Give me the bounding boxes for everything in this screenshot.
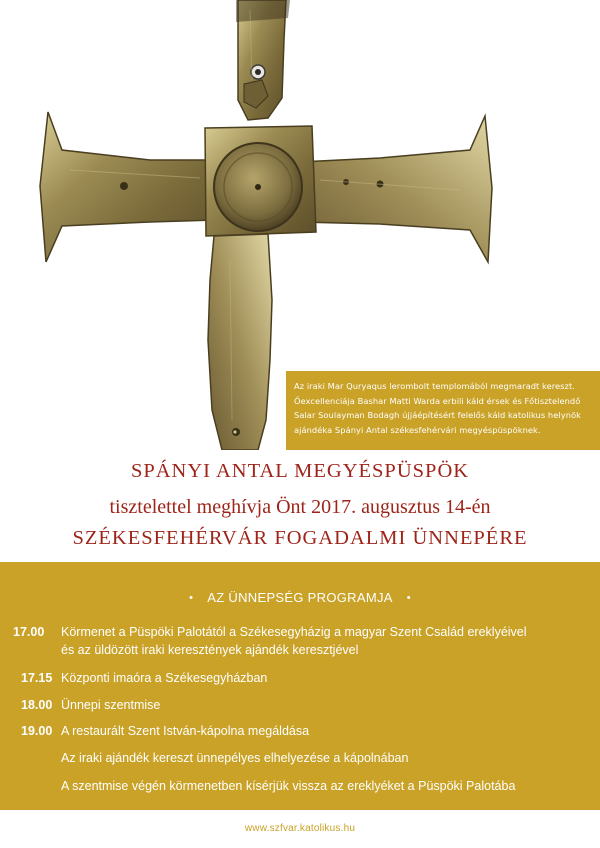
bullet-left: • bbox=[189, 592, 194, 604]
footer bbox=[0, 810, 600, 848]
bullet-right: • bbox=[406, 592, 411, 604]
program-time: 18.00 bbox=[21, 698, 53, 712]
program-text: A restaurált Szent István-kápolna megáldása bbox=[61, 724, 310, 738]
program-text: Az iraki ajándék kereszt ünnepélyes elhelyezése a kápolnában bbox=[61, 751, 409, 765]
event-title: SZÉKESFEHÉRVÁR FOGADALMI ÜNNEPÉRE bbox=[72, 527, 528, 549]
program-text: A szentmise végén körmenetben kísérjük vissza az ereklyéket a Püspöki Palotába bbox=[61, 779, 516, 793]
program-text: Központi imaóra a Székesegyházban bbox=[61, 671, 268, 685]
program-text: Ünnepi szentmise bbox=[61, 698, 161, 712]
invitation-text: tisztelettel meghívja Önt 2017. augusztus 14-én bbox=[109, 496, 491, 518]
program-time: 19.00 bbox=[21, 724, 53, 738]
program-title-row bbox=[0, 590, 600, 605]
caption-line: Őexcellenciája Bashar Matti Warda erbili káld érsek és Főtisztelendő bbox=[294, 395, 581, 406]
program-section bbox=[0, 562, 600, 810]
website-link[interactable]: www.szfvar.katolikus.hu bbox=[244, 823, 356, 834]
caption-line: ajándéka Spányi Antal székesfehérvári megyéspüspöknek. bbox=[294, 424, 541, 435]
host-name-heading: SPÁNYI ANTAL MEGYÉSPÜSPÖK bbox=[130, 460, 470, 482]
program-time: 17.00 bbox=[13, 625, 45, 639]
program-title: AZ ÜNNEPSÉG PROGRAMJA bbox=[207, 590, 393, 605]
caption-line: Az iraki Mar Quryaqus lerombolt templomából megmaradt kereszt. bbox=[294, 381, 575, 391]
program-text: Körmenet a Püspöki Palotától a Székesegyházig a magyar Szent Család ereklyéivel bbox=[61, 625, 527, 639]
cross-caption-box bbox=[286, 371, 600, 450]
caption-line: Salar Soulayman Bodagh újjáépítésért felelős káld katolikus helynök bbox=[294, 410, 581, 420]
program-text: és az üldözött iraki keresztények ajándék keresztjével bbox=[61, 643, 359, 657]
invitation-headline bbox=[0, 450, 600, 562]
program-time: 17.15 bbox=[21, 671, 53, 685]
